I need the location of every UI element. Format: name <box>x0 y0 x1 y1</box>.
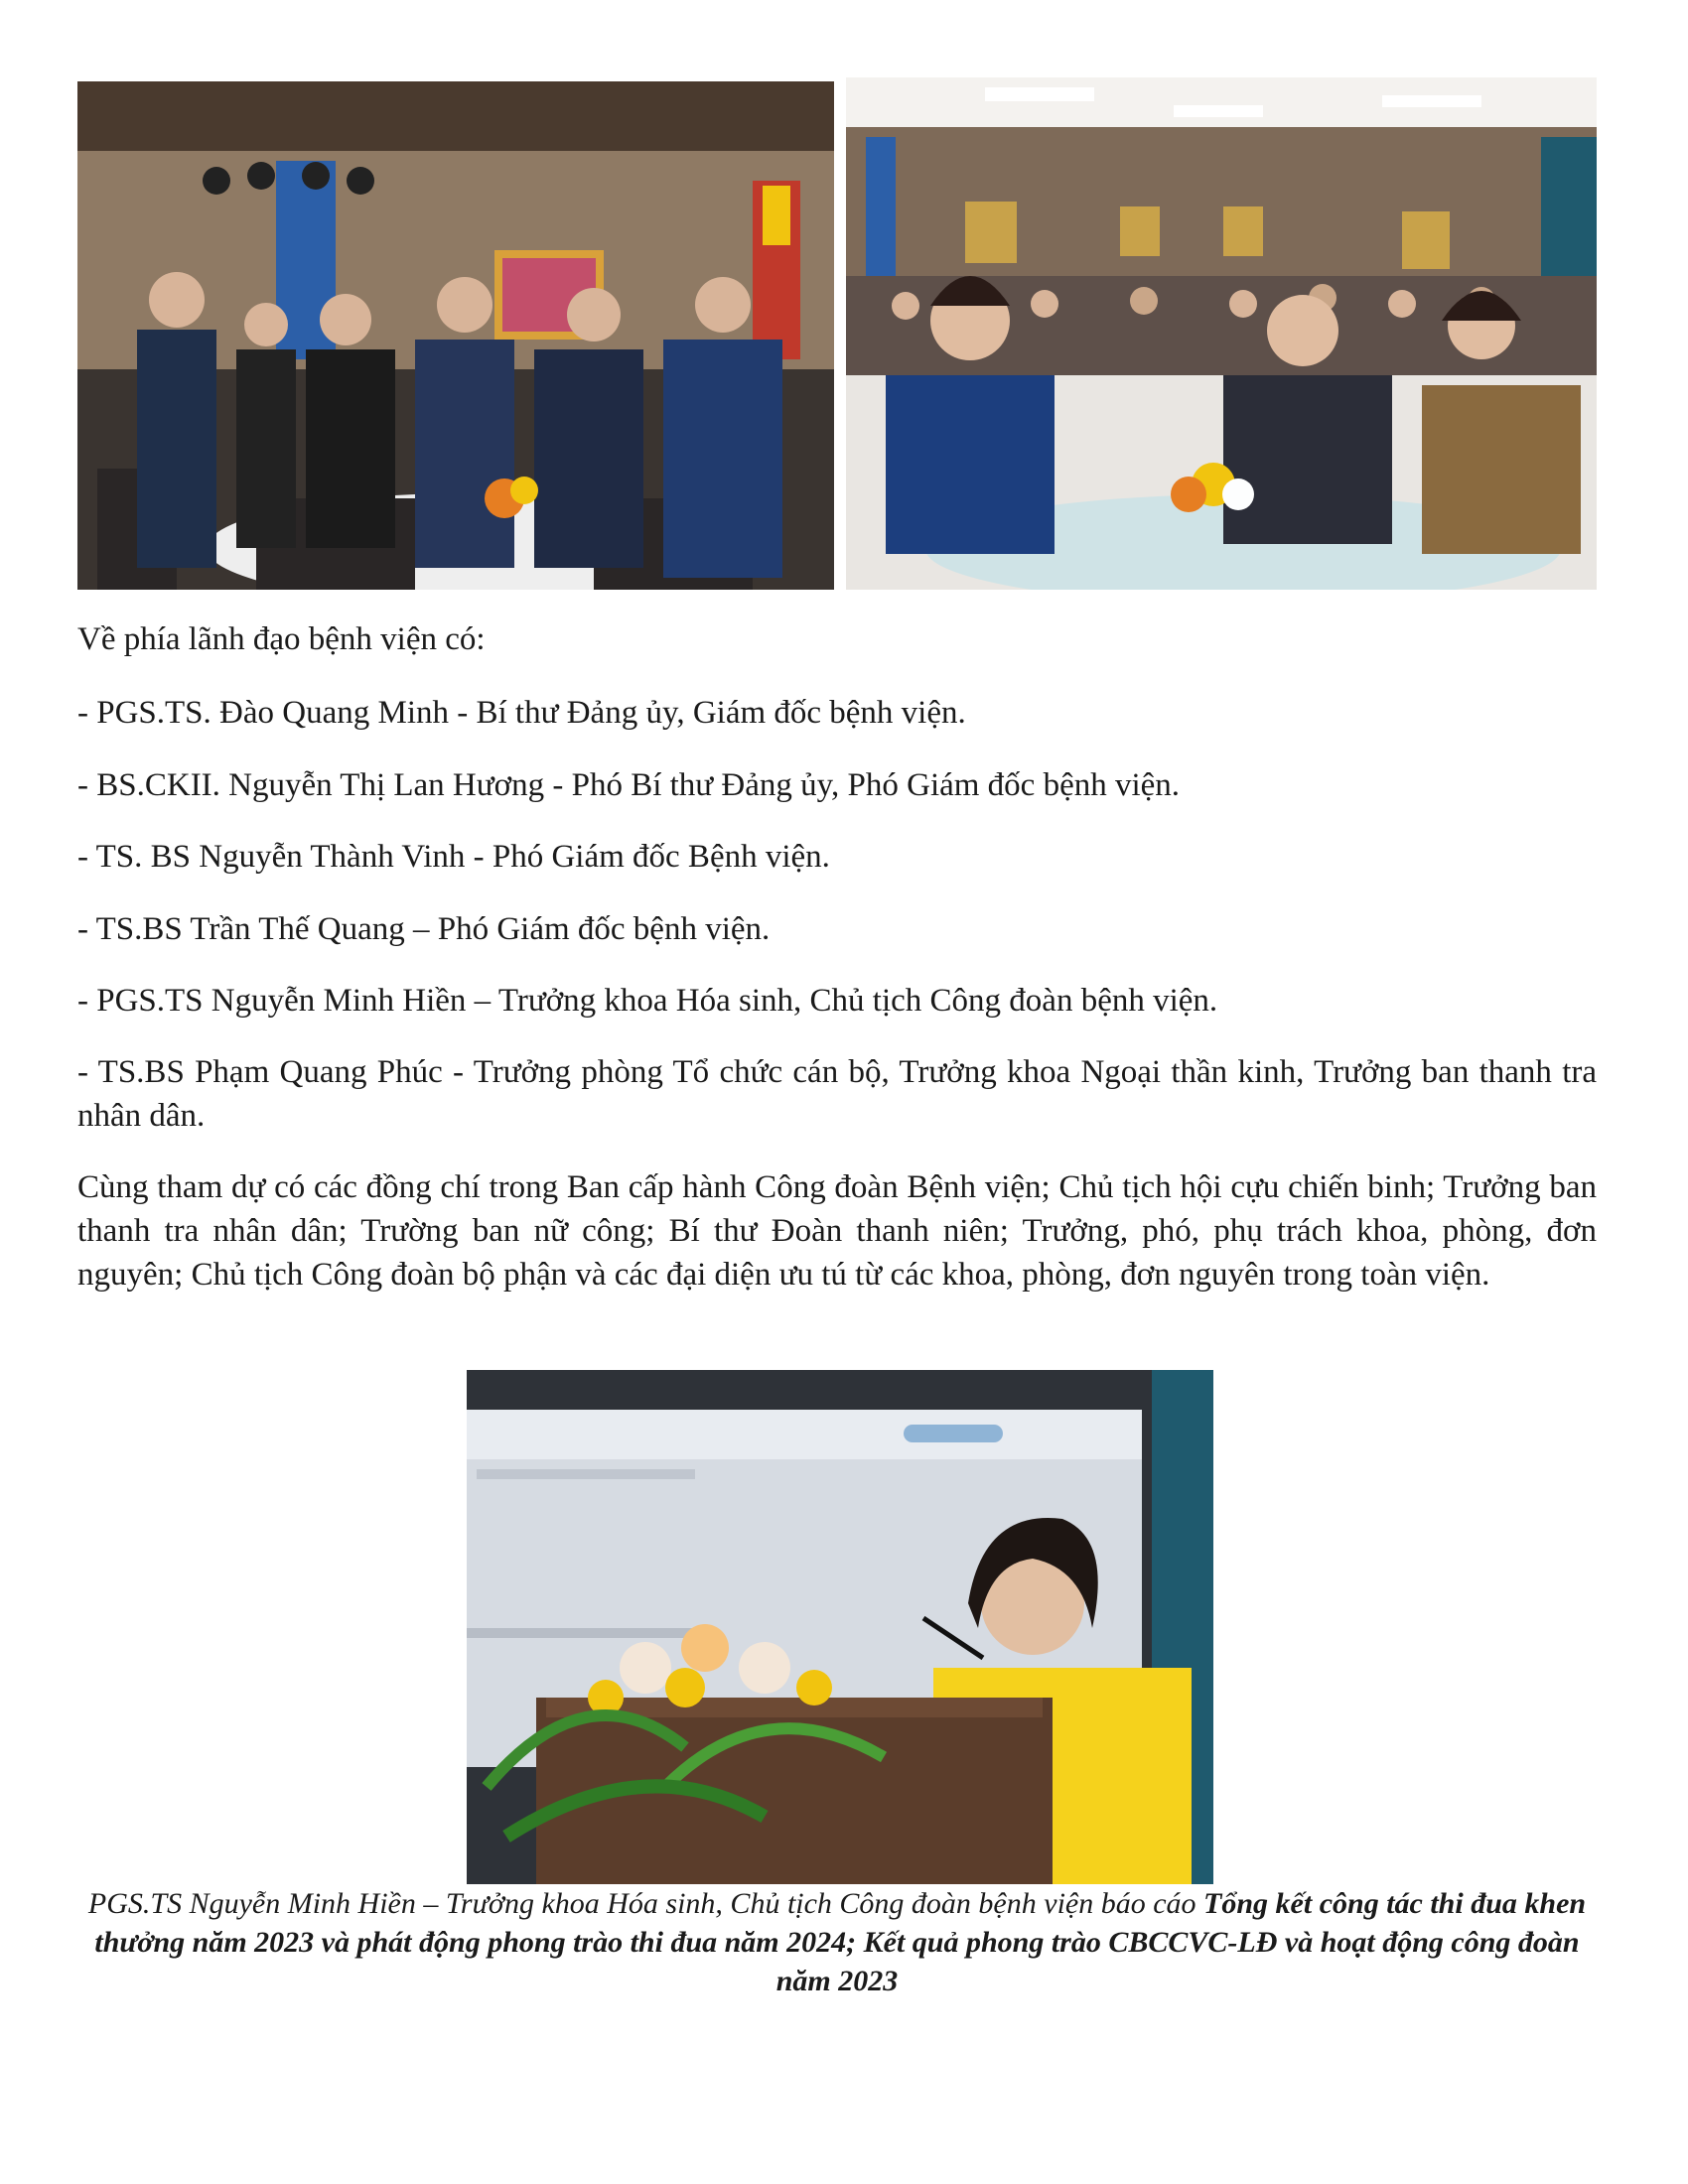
photo-guests-seated-image <box>846 77 1597 590</box>
photo-caption <box>77 1884 1597 2000</box>
photo-guests-seated <box>846 77 1597 590</box>
leader-item: - TS.BS Phạm Quang Phúc - Trưởng phòng Tổ chức cán bộ, Trưởng khoa Ngoại thần kinh, Trưởng ban thanh tra nhân dân. <box>77 1054 1597 1134</box>
attendees-paragraph: Cùng tham dự có các đồng chí trong Ban cấp hành Công đoàn Bệnh viện; Chủ tịch hội cựu chiến binh; Trưởng ban thanh tra nhân dân; Trường ban nữ công; Bí thư Đoàn thanh niên; Trưởng, phó, phụ trách khoa, phòng, đơn nguyên; Chủ tịch Công đoàn bộ phận và các đại diện ưu tú từ các khoa, phòng, đơn nguyên trong toàn viện. <box>77 1169 1597 1293</box>
leaders-intro: Về phía lãnh đạo bệnh viện có: <box>77 621 486 657</box>
leader-item: - TS. BS Nguyễn Thành Vinh - Phó Giám đốc Bệnh viện. <box>77 839 830 875</box>
caption-normal-text: PGS.TS Nguyễn Minh Hiền – Trưởng khoa Hóa sinh, Chủ tịch Công đoàn bệnh viện báo cáo <box>87 1887 1204 1920</box>
photo-speaker-at-podium <box>467 1370 1213 1884</box>
photo-leaders-standing <box>77 81 834 590</box>
caption-bold-text: Tổng kết công tác thi đua khen thưởng năm 2023 và phát động phong trào thi đua năm 2024; Kết quả phong trào CBCCVC-LĐ và hoạt động công đoàn năm 2023 <box>94 1887 1587 1997</box>
leader-item: - BS.CKII. Nguyễn Thị Lan Hương - Phó Bí thư Đảng ủy, Phó Giám đốc bệnh viện. <box>77 767 1181 803</box>
photo-leaders-standing-image <box>77 81 834 590</box>
leader-item: - PGS.TS Nguyễn Minh Hiền – Trưởng khoa Hóa sinh, Chủ tịch Công đoàn bệnh viện. <box>77 983 1218 1019</box>
leader-item: - PGS.TS. Đào Quang Minh - Bí thư Đảng ủy, Giám đốc bệnh viện. <box>77 695 966 731</box>
photo-speaker-at-podium-image <box>467 1370 1213 1884</box>
leader-item: - TS.BS Trần Thế Quang – Phó Giám đốc bệnh viện. <box>77 911 771 947</box>
